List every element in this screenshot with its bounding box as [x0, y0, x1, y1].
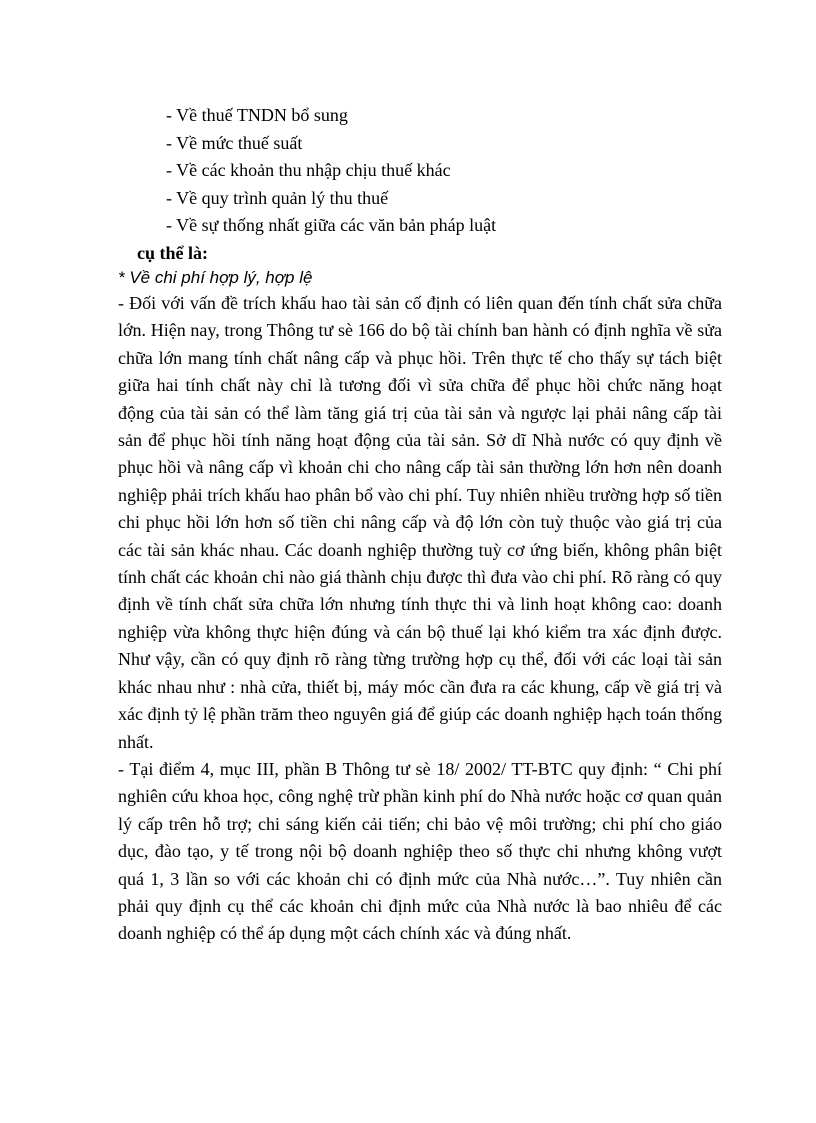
paragraph-depreciation: - Đối với vấn đề trích khấu hao tài sản cố định có liên quan đến tính chất sửa chữa lớn. Hiện nay, trong Thông tư sè 166 do bộ tài chính ban hành có định nghĩa về sửa chữa lớn mang tính chất nâng cấp và phục hồi. Trên thực tế cho thấy sự tách biệt giữa hai tính chất này chỉ là tương đối vì sửa chữa để phục hồi chức năng hoạt động của tài sản có thể làm tăng giá trị của tài sản và ngược lại phải nâng cấp tài sản để phục hồi tính năng hoạt động của tài sản. Sở dĩ Nhà nước có quy định về phục hồi và nâng cấp vì khoản chi cho nâng cấp tài sản thường lớn hơn nên doanh nghiệp phải trích khấu hao phân bổ vào chi phí. Tuy nhiên nhiều trường hợp số tiền chi phục hồi lớn hơn số tiền chi nâng cấp và độ lớn còn tuỳ thuộc vào giá trị của các tài sản khác nhau. Các doanh nghiệp thường tuỳ cơ ứng biến, không phân biệt tính chất các khoản chi nào giá thành chịu được thì đưa vào chi phí. Rõ ràng có quy định về tính chất sửa chữa lớn nhưng tính thực thi và linh hoạt không cao: doanh nghiệp vừa không thực hiện đúng và cán bộ thuế lại khó kiểm tra xác định được. Như vậy, cần có quy định rõ ràng từng trường hợp cụ thể, đối với các loại tài sản khác nhau như : nhà cửa, thiết bị, máy móc cần đưa ra các khung, cấp về giá trị và xác định tỷ lệ phần trăm theo nguyên giá để giúp các doanh nghiệp hạch toán thống nhất.: [118, 293, 722, 752]
bullet-item: - Về quy trình quản lý thu thuế: [166, 187, 389, 208]
bullet-item: - Về mức thuế suất: [166, 132, 303, 153]
bullet-list: [166, 102, 496, 240]
subheading: cụ thể là:: [137, 243, 208, 263]
paragraph-research-costs: - Tại điểm 4, mục III, phần B Thông tư sè 18/ 2002/ TT-BTC quy định: “ Chi phí nghiên cứu khoa học, công nghệ trừ phần kinh phí do Nhà nước hoặc cơ quan quản lý cấp trên hỗ trợ; chi sáng kiến cải tiến; chi bảo vệ môi trường; chi phí cho giáo dục, đào tạo, y tế trong nội bộ doanh nghiệp theo số thực chi nhưng không vượt quá 1, 3 lần so với các khoản chi có định mức của Nhà nước…”. Tuy nhiên cần phải quy định cụ thể các khoản chi định mức của Nhà nước là bao nhiêu để các doanh nghiệp có thể áp dụng một cách chính xác và đúng nhất.: [118, 759, 722, 944]
bullet-item: - Về thuế TNDN bổ sung: [166, 105, 348, 125]
section-title: * Về chi phí hợp lý, hợp lệ: [118, 268, 313, 287]
bullet-item: - Về sự thống nhất giữa các văn bản pháp luật: [166, 215, 497, 235]
bullet-item: - Về các khoản thu nhập chịu thuế khác: [166, 160, 451, 180]
